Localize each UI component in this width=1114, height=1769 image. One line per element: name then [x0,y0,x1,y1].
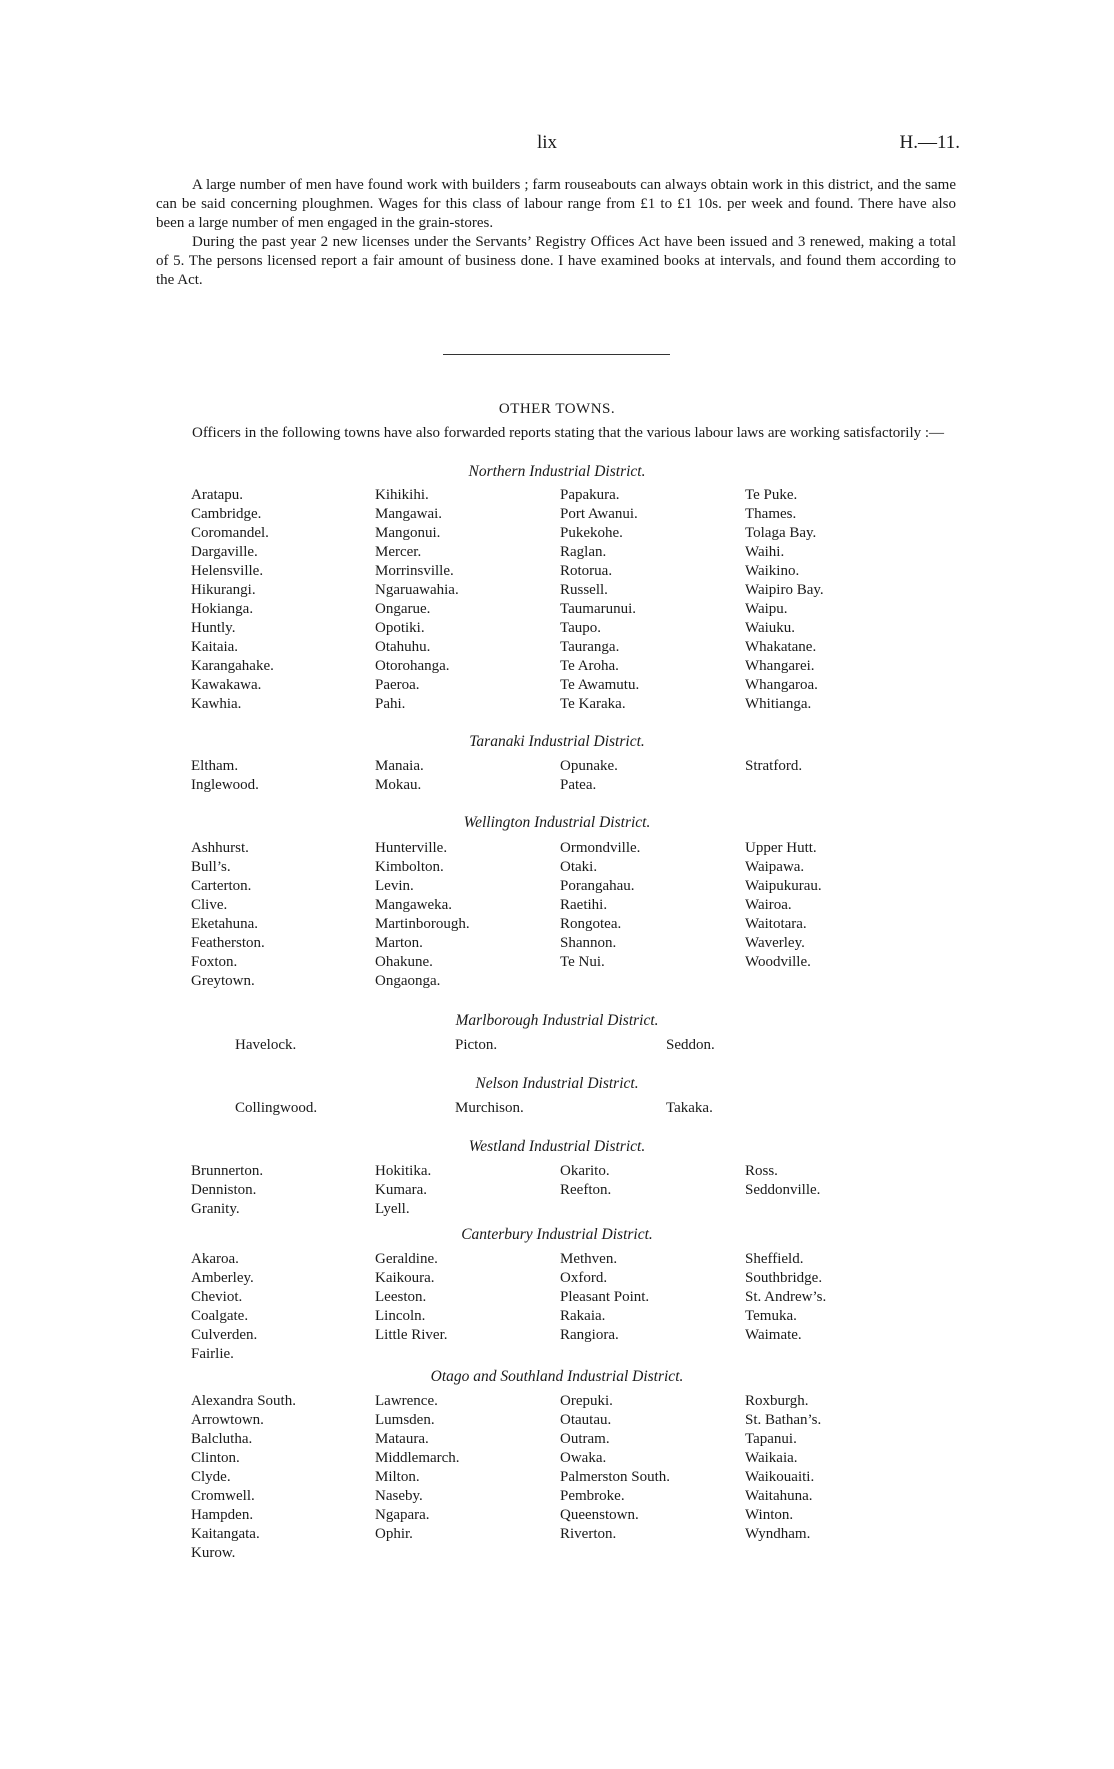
town-name: St. Andrew’s. [745,1289,827,1305]
town-name: Te Awamutu. [560,677,640,693]
town-name: Carterton. [191,878,252,894]
town-name: Kaitangata. [191,1526,260,1542]
town-name: Southbridge. [745,1270,823,1286]
town-name: Waipukurau. [745,878,822,894]
town-column [560,1162,611,1200]
officers-text [156,424,956,443]
town-name: Waikouaiti. [745,1469,815,1485]
intro-paragraph: During the past year 2 new licenses under the Servants’ Registry Offices Act have been issued and 3 renewed, making a total of 5. The persons licensed report a fair amount of business done. I have examined books at intervals, and found them according to the Act. [156,234,956,288]
town-name: Winton. [745,1507,794,1523]
town-column [375,1250,448,1345]
town-name: Raglan. [560,544,607,560]
town-name: Ohakune. [375,954,433,970]
town-name: Kaikoura. [375,1270,435,1286]
town-name: Rongotea. [560,916,622,932]
town-name: Mokau. [375,777,422,793]
town-name: Porangahau. [560,878,635,894]
town-name: Ashhurst. [191,840,249,856]
district-title: Wellington Industrial District. [463,814,651,831]
town-name: Tolaga Bay. [745,525,817,541]
town-name: Little River. [375,1327,448,1343]
district-title: Canterbury Industrial District. [461,1226,653,1243]
town-name: Opotiki. [375,620,425,636]
town-name: Cheviot. [191,1289,243,1305]
town-name: Kawhia. [191,696,242,712]
district-title: Marlborough Industrial District. [455,1012,659,1029]
town-name: Wairoa. [745,897,792,913]
town-name: Oxford. [560,1270,608,1286]
town-name: Okarito. [560,1163,610,1179]
town-name: Ongaonga. [375,973,441,989]
town-name: St. Bathan’s. [745,1412,822,1428]
town-name: Kurow. [191,1545,236,1561]
town-column [375,486,459,714]
town-name: Karangahake. [191,658,274,674]
town-name: Rangiora. [560,1327,619,1343]
town-name: Queenstown. [560,1507,639,1523]
town-name: Ormondville. [560,840,641,856]
town-name: Hunterville. [375,840,448,856]
town-name: Cromwell. [191,1488,255,1504]
town-name: Martinborough. [375,916,470,932]
town-name: Waipiro Bay. [745,582,824,598]
town-name: Pleasant Point. [560,1289,650,1305]
town-name: Manaia. [375,758,424,774]
town-column [745,1250,826,1345]
town-name: Waitotara. [745,916,807,932]
town-name: Inglewood. [191,777,259,793]
town-name: Levin. [375,878,414,894]
town-name: Eltham. [191,758,239,774]
town-name: Coromandel. [191,525,269,541]
town-name: Hikurangi. [191,582,256,598]
town-name: Temuka. [745,1308,797,1324]
town-name: Ophir. [375,1526,413,1542]
town-name: Owaka. [560,1450,607,1466]
town-name: Waikino. [745,563,800,579]
town-name: Pukekohe. [560,525,623,541]
town-column [191,486,274,714]
town-name: Kumara. [375,1182,428,1198]
town-name: Akaroa. [191,1251,239,1267]
town-name: Otaki. [560,859,598,875]
town-name: Sheffield. [745,1251,804,1267]
town-name: Taupo. [560,620,602,636]
town-column [560,757,618,795]
town-name: Morrinsville. [375,563,454,579]
town-name: Aratapu. [191,487,244,503]
town-name: Kawakawa. [191,677,262,693]
district-title: Otago and Southland Industrial District. [430,1368,684,1385]
town-column [560,486,639,714]
town-name: Whakatane. [745,639,817,655]
town-column [455,1036,497,1055]
town-column [745,839,822,972]
town-name: Opunake. [560,758,618,774]
town-column [560,1250,649,1345]
town-name: Cambridge. [191,506,262,522]
town-name: Featherston. [191,935,265,951]
district-title: Taranaki Industrial District. [469,733,645,750]
town-name: Whangaroa. [745,677,818,693]
town-name: Waimate. [745,1327,802,1343]
town-name: Orepuki. [560,1393,613,1409]
town-name: Pembroke. [560,1488,625,1504]
town-column [375,839,470,991]
town-name: Murchison. [455,1100,524,1116]
town-name: Waipu. [745,601,788,617]
town-column [560,1392,670,1544]
town-name: Takaka. [666,1100,713,1116]
town-name: Huntly. [191,620,236,636]
town-name: Hokianga. [191,601,254,617]
intro-text [156,176,956,290]
town-name: Balclutha. [191,1431,253,1447]
town-name: Reefton. [560,1182,612,1198]
town-name: Te Aroha. [560,658,619,674]
town-name: Kaitaia. [191,639,239,655]
town-name: Coalgate. [191,1308,249,1324]
town-column [375,1162,431,1219]
town-name: Tapanui. [745,1431,797,1447]
town-name: Amberley. [191,1270,254,1286]
town-name: Helensville. [191,563,264,579]
town-name: Waikaia. [745,1450,798,1466]
town-name: Clive. [191,897,228,913]
section-heading: OTHER TOWNS. [498,401,616,417]
town-name: Te Karaka. [560,696,626,712]
district-title: Northern Industrial District. [468,463,646,480]
town-name: Wyndham. [745,1526,811,1542]
town-name: Ngaruawahia. [375,582,459,598]
town-column [560,839,640,972]
district-title: Westland Industrial District. [468,1138,646,1155]
town-name: Whangarei. [745,658,815,674]
town-name: Waitahuna. [745,1488,813,1504]
town-name: Eketahuna. [191,916,259,932]
town-name: Te Puke. [745,487,798,503]
town-name: Outram. [560,1431,610,1447]
town-name: Paeroa. [375,677,420,693]
town-name: Riverton. [560,1526,617,1542]
town-column [375,1392,460,1544]
town-name: Te Nui. [560,954,605,970]
town-name: Patea. [560,777,597,793]
town-column [666,1099,713,1118]
town-name: Waverley. [745,935,805,951]
town-name: Rakaia. [560,1308,606,1324]
town-name: Havelock. [235,1037,297,1053]
town-name: Otahuhu. [375,639,431,655]
town-name: Otautau. [560,1412,612,1428]
town-name: Lyell. [375,1201,410,1217]
town-name: Methven. [560,1251,618,1267]
town-name: Port Awanui. [560,506,638,522]
town-name: Lincoln. [375,1308,426,1324]
town-name: Ongarue. [375,601,431,617]
town-column [375,757,424,795]
town-name: Lawrence. [375,1393,438,1409]
town-name: Alexandra South. [191,1393,296,1409]
town-name: Roxburgh. [745,1393,809,1409]
town-name: Woodville. [745,954,811,970]
town-name: Papakura. [560,487,620,503]
town-name: Raetihi. [560,897,608,913]
town-name: Whitianga. [745,696,812,712]
town-name: Dargaville. [191,544,258,560]
intro-paragraph: A large number of men have found work with builders ; farm rouseabouts can always obtain work in this district, and the same can be said concerning ploughmen. Wages for this class of labour range from £1 to £1 10s. per week and found. There have also been a large number of men engaged in the grain-stores. [156,177,956,231]
town-name: Thames. [745,506,797,522]
town-name: Otorohanga. [375,658,450,674]
town-column [191,1162,263,1219]
page-number: lix [537,132,558,153]
town-column [191,1392,296,1563]
town-name: Greytown. [191,973,255,989]
town-column [191,1250,257,1364]
officers-paragraph: Officers in the following towns have also forwarded reports stating that the various labour laws are working satisfactorily :— [192,425,945,441]
town-name: Mataura. [375,1431,429,1447]
town-name: Ross. [745,1163,778,1179]
town-name: Bull’s. [191,859,231,875]
town-name: Middlemarch. [375,1450,460,1466]
town-name: Hokitika. [375,1163,432,1179]
town-name: Picton. [455,1037,498,1053]
town-name: Mangawai. [375,506,443,522]
page-header [0,132,1114,160]
town-name: Marton. [375,935,423,951]
town-name: Palmerston South. [560,1469,671,1485]
town-column [455,1099,524,1118]
town-column [235,1099,317,1118]
town-column [745,486,824,714]
town-name: Lumsden. [375,1412,435,1428]
town-name: Denniston. [191,1182,257,1198]
town-name: Hampden. [191,1507,254,1523]
town-name: Brunnerton. [191,1163,264,1179]
town-column [745,757,802,776]
town-name: Ngapara. [375,1507,430,1523]
document-reference: H.—11. [899,132,960,153]
town-column [235,1036,296,1055]
town-name: Waiuku. [745,620,796,636]
town-name: Foxton. [191,954,238,970]
town-name: Culverden. [191,1327,258,1343]
town-name: Seddonville. [745,1182,821,1198]
town-name: Mangonui. [375,525,441,541]
town-name: Granity. [191,1201,240,1217]
town-name: Kihikihi. [375,487,429,503]
town-name: Waipawa. [745,859,805,875]
town-column [745,1392,821,1544]
town-name: Kimbolton. [375,859,444,875]
town-name: Leeston. [375,1289,427,1305]
town-name: Shannon. [560,935,617,951]
town-name: Upper Hutt. [745,840,817,856]
section-divider [443,354,670,355]
town-name: Rotorua. [560,563,613,579]
town-name: Seddon. [666,1037,715,1053]
town-name: Tauranga. [560,639,620,655]
town-column [191,757,259,795]
town-name: Collingwood. [235,1100,318,1116]
town-name: Clyde. [191,1469,231,1485]
town-name: Mercer. [375,544,422,560]
town-name: Geraldine. [375,1251,438,1267]
town-column [745,1162,820,1200]
town-name: Arrowtown. [191,1412,264,1428]
town-column [666,1036,715,1055]
town-name: Milton. [375,1469,420,1485]
town-name: Clinton. [191,1450,240,1466]
town-name: Waihi. [745,544,785,560]
town-column [191,839,265,991]
town-name: Naseby. [375,1488,423,1504]
town-name: Russell. [560,582,608,598]
town-name: Stratford. [745,758,803,774]
town-name: Mangaweka. [375,897,453,913]
town-name: Taumarunui. [560,601,637,617]
town-name: Pahi. [375,696,406,712]
town-name: Fairlie. [191,1346,234,1362]
district-title: Nelson Industrial District. [475,1075,639,1092]
